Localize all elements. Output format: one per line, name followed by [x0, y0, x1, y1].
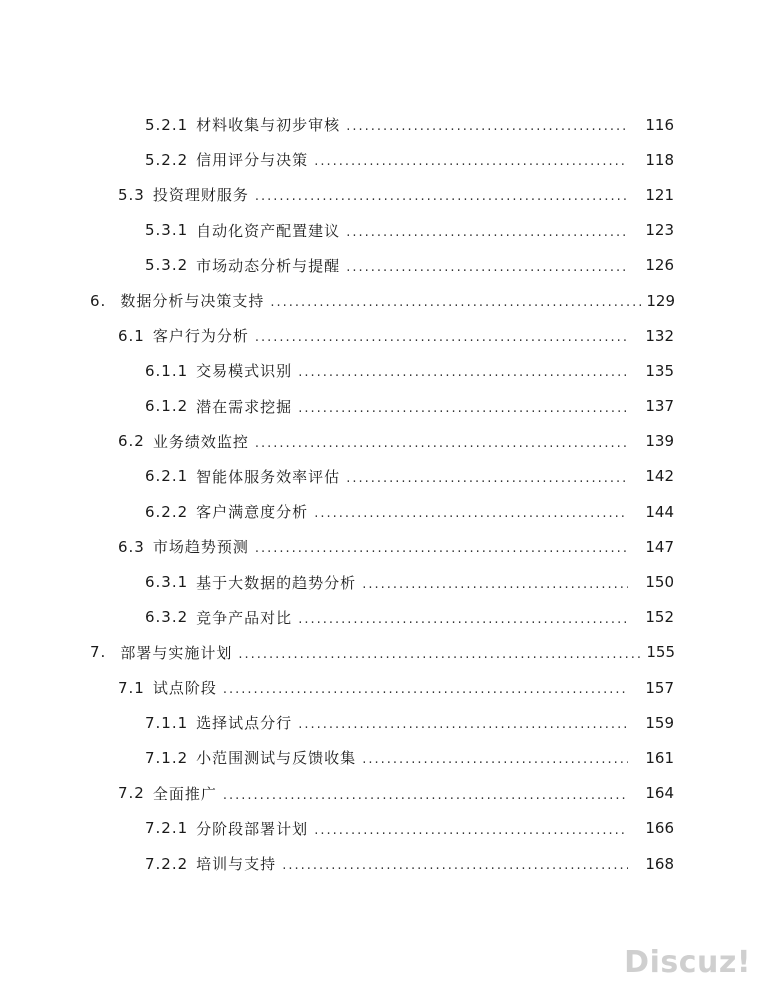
toc-dot-leader — [314, 154, 628, 169]
toc-section-title: 材料收集与初步审核 — [196, 116, 341, 135]
toc-entry[interactable] — [0, 529, 765, 564]
toc-page-number: 144 — [645, 502, 674, 521]
toc-page-number: 166 — [645, 819, 674, 838]
toc-dot-leader — [298, 717, 628, 732]
table-of-contents — [0, 107, 765, 881]
toc-entry[interactable] — [0, 670, 765, 705]
toc-entry[interactable] — [0, 705, 765, 740]
toc-dot-leader — [255, 436, 628, 451]
toc-page-number: 126 — [645, 256, 674, 275]
toc-entry[interactable] — [0, 564, 765, 599]
toc-section-number: 6. — [90, 291, 107, 310]
toc-dot-leader — [346, 225, 628, 240]
toc-section-number: 6.3.2 — [145, 608, 189, 627]
toc-section-number: 6.3 — [118, 537, 145, 556]
toc-section-title: 选择试点分行 — [196, 714, 293, 733]
toc-section-number: 6.2.2 — [145, 502, 189, 521]
toc-page-number: 135 — [645, 361, 674, 380]
toc-page-number: 168 — [645, 854, 674, 873]
toc-section-number: 5.2.1 — [145, 115, 189, 134]
toc-section-title: 试点阶段 — [152, 679, 217, 698]
toc-entry[interactable] — [0, 424, 765, 459]
toc-dot-leader — [362, 752, 628, 767]
toc-dot-leader — [282, 858, 628, 873]
toc-section-number: 5.3.1 — [145, 221, 189, 240]
toc-section-number: 7.1.1 — [145, 713, 189, 732]
toc-section-number: 7.1.2 — [145, 748, 189, 767]
toc-dot-leader — [346, 471, 628, 486]
toc-dot-leader — [255, 541, 628, 556]
toc-entry[interactable] — [0, 177, 765, 212]
toc-section-number: 6.1.1 — [145, 361, 189, 380]
toc-section-title: 培训与支持 — [196, 855, 277, 874]
toc-dot-leader — [270, 295, 643, 310]
toc-entry[interactable] — [0, 142, 765, 177]
toc-section-number: 7.2.2 — [145, 854, 189, 873]
toc-page-number: 139 — [645, 432, 674, 451]
toc-entry[interactable] — [0, 811, 765, 846]
toc-section-title: 全面推广 — [152, 784, 217, 803]
toc-section-title: 潜在需求挖掘 — [196, 397, 293, 416]
toc-dot-leader — [223, 682, 628, 697]
toc-page-number: 157 — [645, 678, 674, 697]
toc-dot-leader — [314, 823, 628, 838]
toc-section-number: 7.2 — [118, 784, 145, 803]
toc-section-title: 数据分析与决策支持 — [120, 292, 265, 311]
toc-dot-leader — [298, 612, 628, 627]
toc-page-number: 121 — [645, 185, 674, 204]
toc-section-title: 竞争产品对比 — [196, 608, 293, 627]
toc-section-number: 6.2.1 — [145, 467, 189, 486]
toc-dot-leader — [238, 647, 643, 662]
toc-page-number: 150 — [645, 573, 674, 592]
toc-section-number: 6.3.1 — [145, 573, 189, 592]
toc-section-title: 业务绩效监控 — [152, 432, 249, 451]
toc-section-number: 7.2.1 — [145, 819, 189, 838]
toc-section-title: 客户行为分析 — [152, 327, 249, 346]
toc-entry[interactable] — [0, 846, 765, 881]
toc-page-number: 137 — [645, 397, 674, 416]
toc-dot-leader — [255, 330, 628, 345]
toc-dot-leader — [346, 119, 628, 134]
toc-entry[interactable] — [0, 494, 765, 529]
toc-entry[interactable] — [0, 318, 765, 353]
toc-dot-leader — [314, 506, 628, 521]
toc-section-number: 5.3.2 — [145, 256, 189, 275]
toc-entry[interactable] — [0, 600, 765, 635]
toc-section-number: 6.1 — [118, 326, 145, 345]
toc-section-title: 小范围测试与反馈收集 — [196, 749, 357, 768]
toc-entry[interactable] — [0, 389, 765, 424]
toc-dot-leader — [346, 260, 628, 275]
toc-section-number: 5.3 — [118, 185, 145, 204]
toc-page-number: 116 — [645, 115, 674, 134]
toc-page-number: 147 — [645, 537, 674, 556]
toc-section-number: 6.2 — [118, 432, 145, 451]
toc-entry[interactable] — [0, 635, 765, 670]
toc-entry[interactable] — [0, 248, 765, 283]
toc-entry[interactable] — [0, 107, 765, 142]
toc-section-title: 智能体服务效率评估 — [196, 467, 341, 486]
toc-section-title: 投资理财服务 — [152, 186, 249, 205]
toc-entry[interactable] — [0, 459, 765, 494]
toc-page-number: 155 — [646, 643, 675, 662]
toc-page-number: 123 — [645, 221, 674, 240]
toc-entry[interactable] — [0, 353, 765, 388]
toc-section-number: 6.1.2 — [145, 397, 189, 416]
toc-entry[interactable] — [0, 740, 765, 775]
toc-section-title: 自动化资产配置建议 — [196, 221, 341, 240]
toc-page-number: 161 — [645, 748, 674, 767]
toc-section-title: 分阶段部署计划 — [196, 819, 309, 838]
toc-page-number: 159 — [645, 713, 674, 732]
toc-section-number: 5.2.2 — [145, 150, 189, 169]
toc-page-number: 118 — [645, 150, 674, 169]
toc-section-title: 基于大数据的趋势分析 — [196, 573, 357, 592]
toc-section-title: 市场动态分析与提醒 — [196, 256, 341, 275]
toc-section-title: 部署与实施计划 — [120, 643, 233, 662]
toc-page-number: 152 — [645, 608, 674, 627]
toc-section-number: 7.1 — [118, 678, 145, 697]
toc-entry[interactable] — [0, 776, 765, 811]
toc-section-number: 7. — [90, 643, 107, 662]
toc-section-title: 市场趋势预测 — [152, 538, 249, 557]
toc-entry[interactable] — [0, 283, 765, 318]
toc-section-title: 交易模式识别 — [196, 362, 293, 381]
toc-dot-leader — [298, 365, 628, 380]
toc-page-number: 132 — [645, 326, 674, 345]
toc-section-title: 客户满意度分析 — [196, 503, 309, 522]
toc-dot-leader — [223, 788, 628, 803]
toc-dot-leader — [255, 189, 628, 204]
toc-section-title: 信用评分与决策 — [196, 151, 309, 170]
toc-page-number: 142 — [645, 467, 674, 486]
watermark-logo: Discuz! — [624, 945, 751, 980]
toc-dot-leader — [298, 401, 628, 416]
toc-page-number: 164 — [645, 784, 674, 803]
toc-dot-leader — [362, 577, 628, 592]
toc-page-number: 129 — [646, 291, 675, 310]
toc-entry[interactable] — [0, 213, 765, 248]
